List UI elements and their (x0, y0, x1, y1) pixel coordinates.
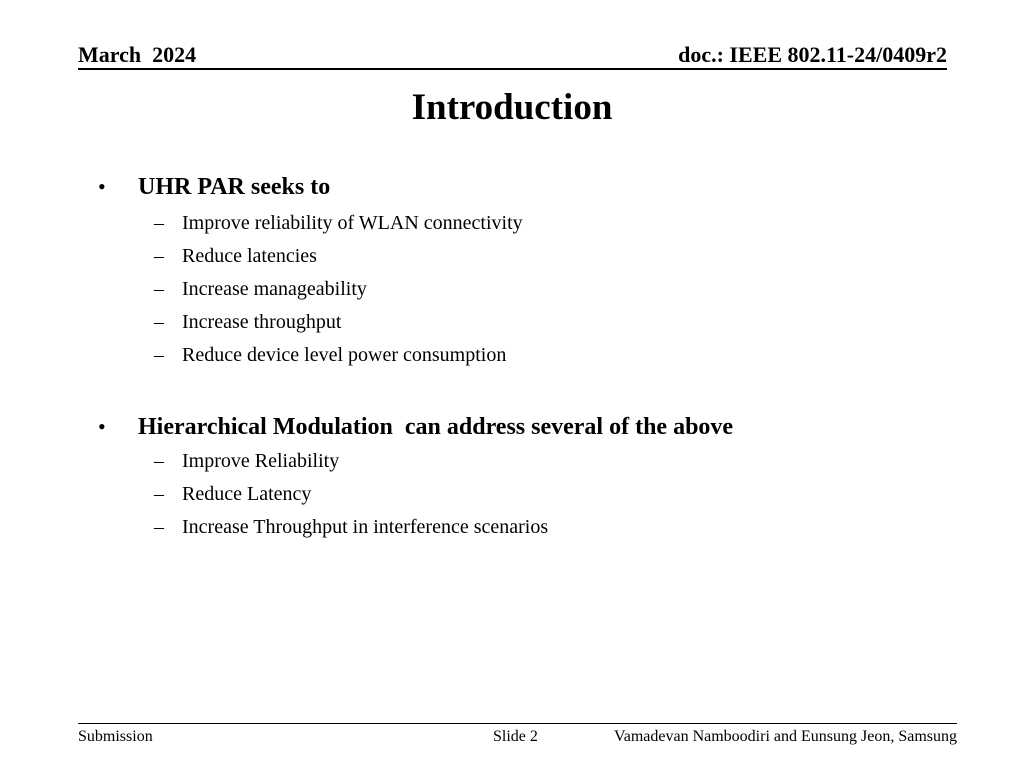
header-doc-id: doc.: IEEE 802.11-24/0409r2 (678, 42, 947, 67)
dash-icon: – (154, 450, 164, 472)
footer-author: Vamadevan Namboodiri and Eunsung Jeon, Samsung (613, 728, 957, 745)
dash-icon: – (154, 516, 164, 538)
list-item: Reduce Latency (182, 483, 312, 505)
section-heading: Hierarchical Modulation can address several of the above (138, 414, 734, 440)
list-item: Improve reliability of WLAN connectivity (182, 212, 523, 234)
footer-slide-number: Slide 2 (493, 728, 538, 745)
dash-icon: – (154, 311, 164, 333)
list-item: Increase throughput (182, 311, 342, 333)
list-item: Increase manageability (182, 278, 367, 300)
section-heading: UHR PAR seeks to (138, 174, 331, 200)
footer-divider (78, 723, 957, 724)
list-item: Improve Reliability (182, 450, 340, 472)
slide-title: Introduction (411, 87, 613, 128)
header-date: March 2024 (78, 42, 197, 67)
list-item: Reduce latencies (182, 245, 317, 267)
list-item: Increase Throughput in interference scenarios (182, 516, 549, 538)
list-item: Reduce device level power consumption (182, 344, 507, 366)
dash-icon: – (154, 212, 164, 234)
dash-icon: – (154, 483, 164, 505)
bullet-icon: • (98, 414, 106, 439)
dash-icon: – (154, 278, 164, 300)
dash-icon: – (154, 245, 164, 267)
bullet-icon: • (98, 174, 106, 199)
dash-icon: – (154, 344, 164, 366)
footer-submission: Submission (78, 728, 153, 745)
